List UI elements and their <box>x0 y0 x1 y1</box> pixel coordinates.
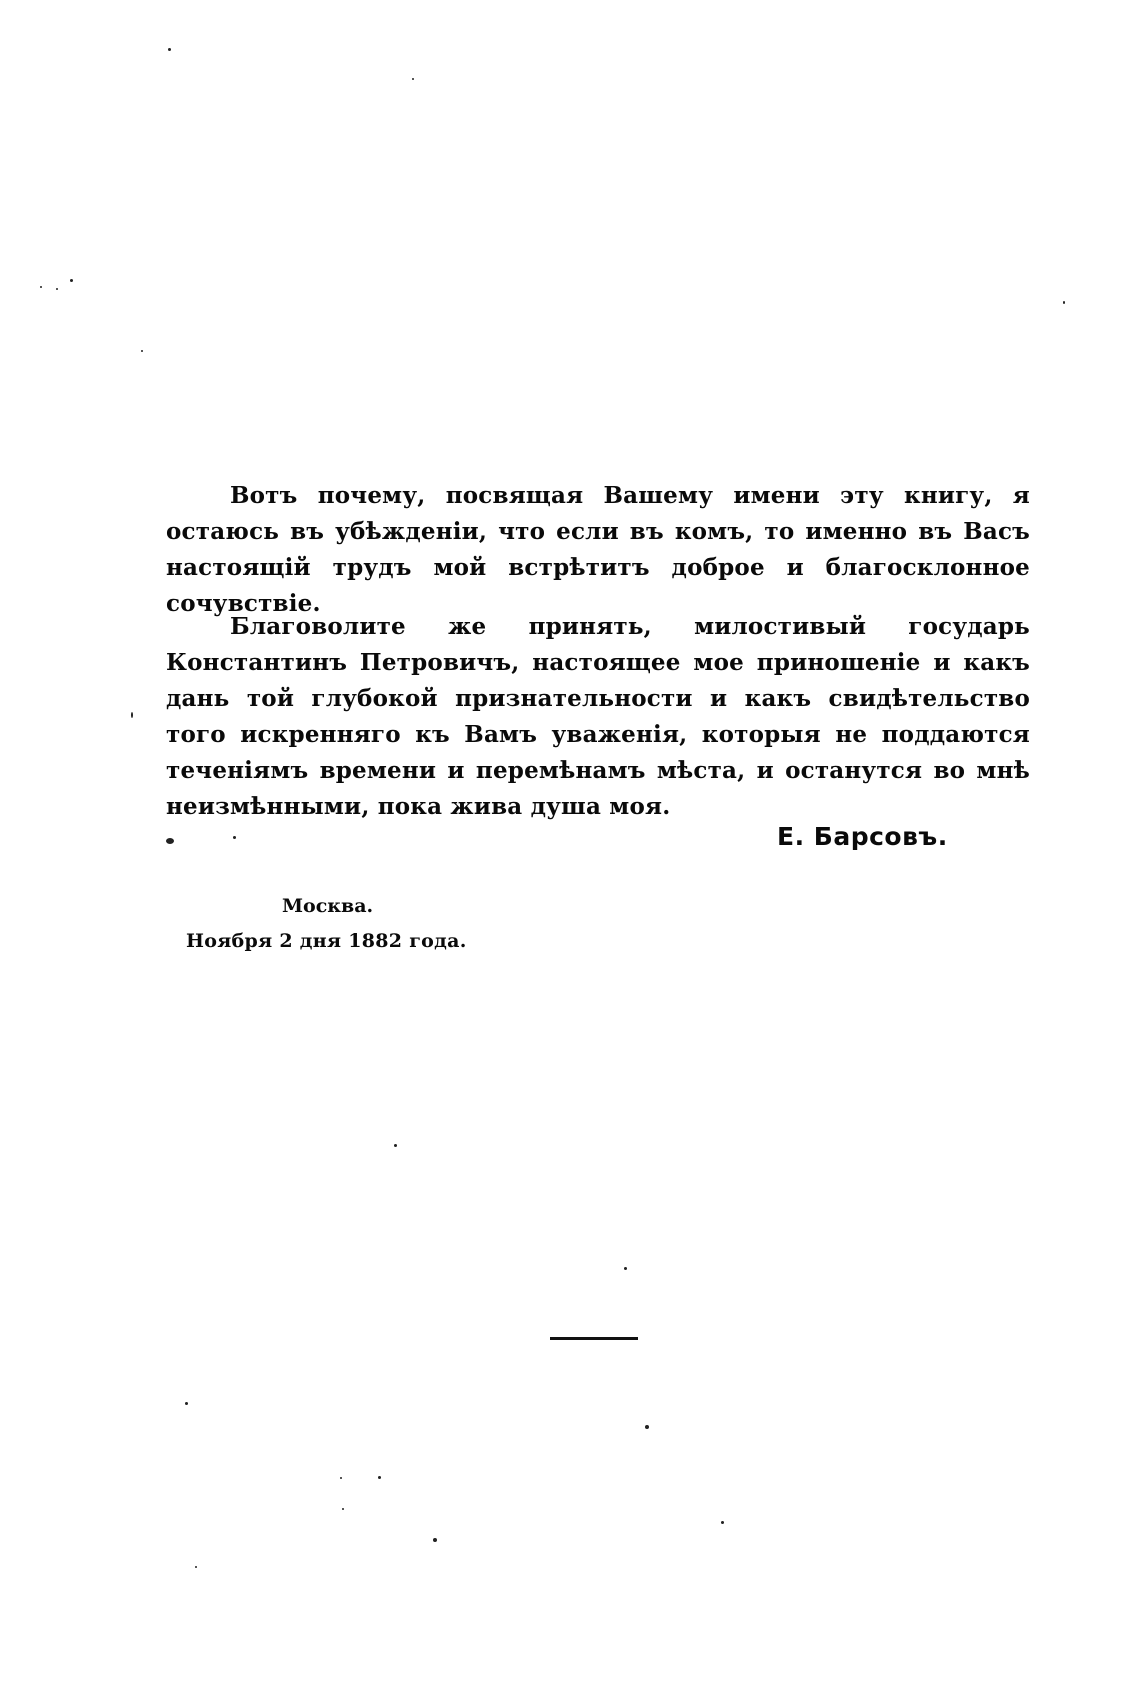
speck <box>378 1476 381 1479</box>
speck <box>70 279 73 282</box>
speck <box>394 1144 397 1147</box>
speck <box>342 1508 344 1510</box>
paragraph-dedication-2: Благоволите же принять, милостивый государь Константинъ Петровичъ, настоящее мое приношеніе и какъ дань той глубокой признательности и какъ свидѣтельство того искренняго къ Вамъ уваженія, которыя не поддаются теченіямъ времени и перемѣнамъ мѣста, и останутся во мнѣ неизмѣнными, пока жива душа моя. <box>166 613 1030 820</box>
speck <box>40 286 42 288</box>
speck <box>168 48 171 51</box>
signature: Е. Барсовъ. <box>777 822 948 851</box>
closing-rule <box>550 1337 638 1340</box>
place-line: Москва. <box>282 895 374 917</box>
speck <box>131 712 133 718</box>
speck <box>195 1566 197 1568</box>
speck <box>433 1538 437 1542</box>
speck <box>185 1402 188 1405</box>
speck <box>141 350 143 352</box>
speck <box>1063 301 1065 304</box>
speck <box>166 838 174 844</box>
speck <box>721 1521 724 1524</box>
speck <box>56 288 58 290</box>
date-line: Ноября 2 дня 1882 года. <box>186 930 467 952</box>
speck <box>624 1267 627 1270</box>
speck <box>340 1477 342 1479</box>
speck <box>412 78 414 80</box>
paragraph-dedication-1: Вотъ почему, посвящая Вашему имени эту книгу, я остаюсь въ убѣжденіи, что если въ комъ, то именно въ Васъ настоящій трудъ мой встрѣтитъ доброе и благосклонное сочувствіе. <box>166 482 1030 617</box>
speck <box>233 836 236 839</box>
speck <box>645 1425 649 1429</box>
